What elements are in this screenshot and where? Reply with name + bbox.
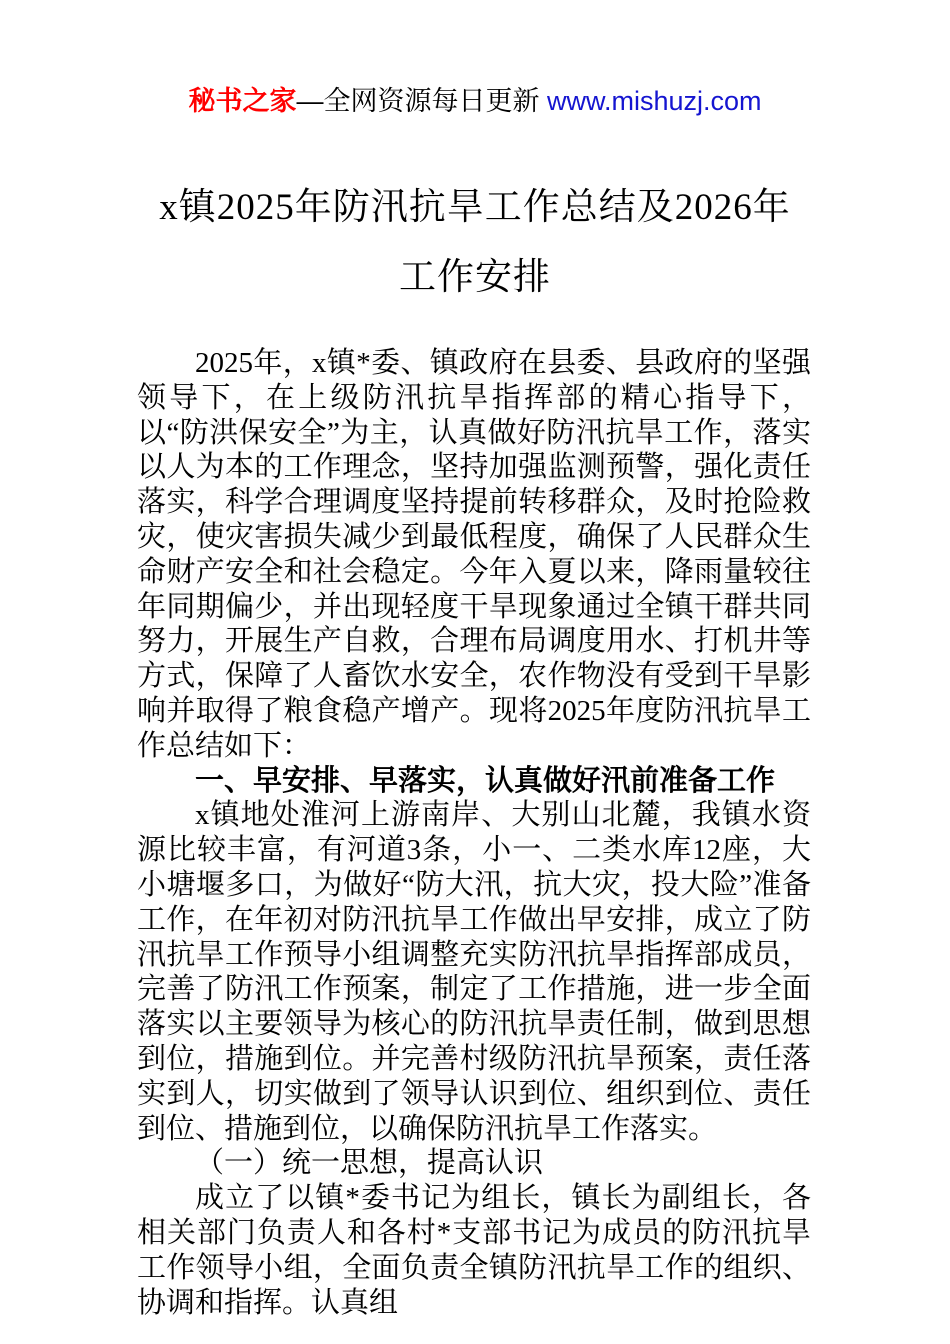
site-url-link[interactable]: www.mishuzj.com bbox=[546, 86, 762, 116]
body-paragraph: 成立了以镇*委书记为组长，镇长为副组长，各相关部门负责人和各村*支部书记为成员的防汛抗旱工作领导小组，全面负责全镇防汛抗旱工作的组织、协调和指挥。认真组 bbox=[137, 1182, 811, 1319]
body-paragraph: 2025年，x镇*委、镇政府在县委、县政府的坚强领导下，在上级防汛抗旱指挥部的精心指导下，以“防洪保安全”为主，认真做好防汛抗旱工作，落实以人为本的工作理念，坚持加强监测预警，强化责任落实，科学合理调度坚持提前转移群众，及时抢险救灾，使灾害损失减少到最低程度，确保了人民群众生命财产安全和社会稳定。今年入夏以来，降雨量较往年同期偏少，并出现轻度干旱现象通过全镇干群共同努力，开展生产自救，合理布局调度用水、打机井等方式，保障了人畜饮水安全，农作物没有受到干旱影响并取得了粮食稳产增产。现将2025年度防汛抗旱工作总结如下： bbox=[137, 347, 811, 762]
sub-section-heading: （一）统一思想，提高认识 bbox=[195, 1147, 544, 1180]
site-header bbox=[0, 0, 950, 118]
site-name: 秘书之家 bbox=[188, 86, 297, 116]
title-line-2: 工作安排 bbox=[399, 257, 551, 298]
site-tagline: —全网资源每日更新 bbox=[296, 86, 547, 116]
section-heading: 一、早安排、早落实，认真做好汛前准备工作 bbox=[195, 764, 776, 797]
document-body bbox=[137, 346, 811, 1320]
title-line-1: x镇2025年防汛抗旱工作总结及2026年 bbox=[159, 187, 791, 228]
body-paragraph: x镇地处淮河上游南岸、大别山北麓，我镇水资源比较丰富，有河道3条，小一、二类水库12座，大小塘堰多口，为做好“防大汛，抗大灾，投大险”准备工作，在年初对防汛抗旱工作做出早安排，成立了防汛抗旱工作预导小组调整充实防汛抗旱指挥部成员，完善了防汛工作预案，制定了工作措施，进一步全面落实以主要领导为核心的防汛抗旱责任制，做到思想到位，措施到位。并完善村级防汛抗旱预案，责任落实到人，切实做到了领导认识到位、组织到位、责任到位、措施到位，以确保防汛抗旱工作落实。 bbox=[137, 799, 811, 1145]
document-title bbox=[0, 173, 950, 313]
